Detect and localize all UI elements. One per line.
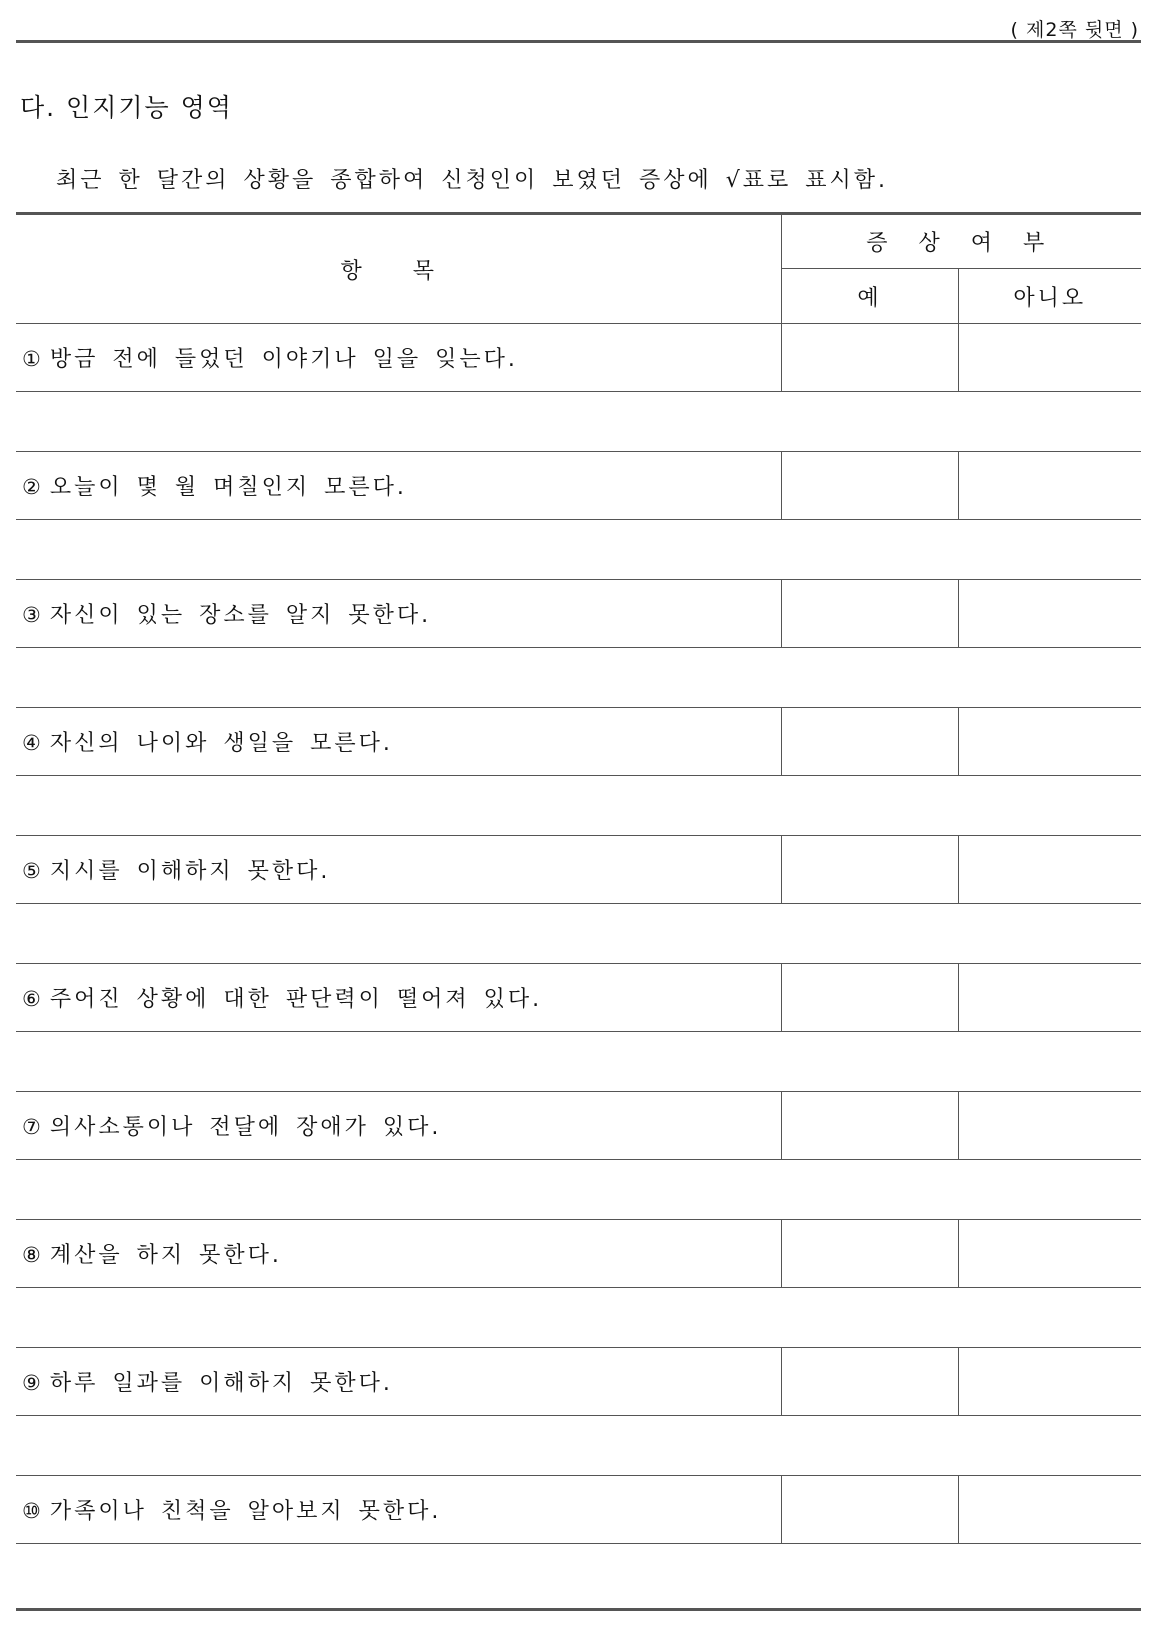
spacer-row bbox=[16, 1032, 1141, 1092]
question-number: ⑩ bbox=[22, 1499, 44, 1523]
question-row bbox=[16, 1092, 1141, 1160]
answer-yes-checkbox[interactable] bbox=[781, 1220, 958, 1288]
answer-no-checkbox[interactable] bbox=[958, 836, 1141, 904]
spacer-cell bbox=[16, 1416, 1141, 1476]
answer-yes-checkbox[interactable] bbox=[781, 964, 958, 1032]
question-cell bbox=[16, 708, 781, 776]
question-text: 가족이나 친척을 알아보지 못한다. bbox=[49, 1499, 442, 1524]
question-number: ② bbox=[22, 475, 44, 499]
header-row-1 bbox=[16, 214, 1141, 269]
answer-no-checkbox[interactable] bbox=[958, 324, 1141, 392]
question-text: 자신이 있는 장소를 알지 못한다. bbox=[49, 603, 432, 628]
question-number: ⑧ bbox=[22, 1243, 44, 1267]
spacer-cell bbox=[16, 392, 1141, 452]
question-cell bbox=[16, 836, 781, 904]
question-number: ③ bbox=[22, 603, 44, 627]
spacer-row bbox=[16, 1416, 1141, 1476]
question-number: ① bbox=[22, 347, 44, 371]
question-row bbox=[16, 964, 1141, 1032]
answer-yes-checkbox[interactable] bbox=[781, 452, 958, 520]
answer-yes-checkbox[interactable] bbox=[781, 708, 958, 776]
question-text: 계산을 하지 못한다. bbox=[49, 1243, 282, 1268]
question-row bbox=[16, 836, 1141, 904]
spacer-row bbox=[16, 648, 1141, 708]
answer-yes-checkbox[interactable] bbox=[781, 836, 958, 904]
question-cell bbox=[16, 1092, 781, 1160]
answer-no-checkbox[interactable] bbox=[958, 580, 1141, 648]
instruction-text: 최근 한 달간의 상황을 종합하여 신청인이 보였던 증상에 √표로 표시함. bbox=[56, 168, 889, 193]
question-cell bbox=[16, 1220, 781, 1288]
answer-no-checkbox[interactable] bbox=[958, 964, 1141, 1032]
spacer-cell bbox=[16, 1160, 1141, 1220]
spacer-cell bbox=[16, 520, 1141, 580]
question-row bbox=[16, 580, 1141, 648]
spacer-row bbox=[16, 520, 1141, 580]
question-text: 의사소통이나 전달에 장애가 있다. bbox=[49, 1115, 442, 1140]
header-symptom-status: 증 상 여 부 bbox=[781, 214, 1141, 269]
spacer-cell bbox=[16, 648, 1141, 708]
spacer-row bbox=[16, 1288, 1141, 1348]
bottom-rule bbox=[16, 1608, 1141, 1611]
spacer-row bbox=[16, 904, 1141, 964]
answer-yes-checkbox[interactable] bbox=[781, 324, 958, 392]
answer-yes-checkbox[interactable] bbox=[781, 580, 958, 648]
question-text: 자신의 나이와 생일을 모른다. bbox=[49, 731, 393, 756]
spacer-cell bbox=[16, 776, 1141, 836]
question-number: ④ bbox=[22, 731, 44, 755]
question-row bbox=[16, 324, 1141, 392]
question-text: 주어진 상황에 대한 판단력이 떨어져 있다. bbox=[49, 987, 543, 1012]
spacer-cell bbox=[16, 904, 1141, 964]
spacer-cell bbox=[16, 1032, 1141, 1092]
spacer-row bbox=[16, 392, 1141, 452]
cognitive-function-table bbox=[16, 212, 1141, 1544]
question-cell bbox=[16, 452, 781, 520]
header-no: 아니오 bbox=[958, 269, 1141, 324]
question-number: ⑦ bbox=[22, 1115, 44, 1139]
question-text: 하루 일과를 이해하지 못한다. bbox=[49, 1371, 393, 1396]
question-cell bbox=[16, 1476, 781, 1544]
question-row bbox=[16, 1476, 1141, 1544]
answer-yes-checkbox[interactable] bbox=[781, 1476, 958, 1544]
page-note: ( 제2쪽 뒷면 ) bbox=[1010, 19, 1139, 41]
question-number: ⑤ bbox=[22, 859, 44, 883]
question-cell bbox=[16, 1348, 781, 1416]
header-yes: 예 bbox=[781, 269, 958, 324]
answer-no-checkbox[interactable] bbox=[958, 1348, 1141, 1416]
question-cell bbox=[16, 580, 781, 648]
answer-no-checkbox[interactable] bbox=[958, 1476, 1141, 1544]
answer-no-checkbox[interactable] bbox=[958, 708, 1141, 776]
answer-yes-checkbox[interactable] bbox=[781, 1092, 958, 1160]
spacer-row bbox=[16, 1160, 1141, 1220]
spacer-cell bbox=[16, 1288, 1141, 1348]
answer-no-checkbox[interactable] bbox=[958, 1092, 1141, 1160]
header-item: 항 목 bbox=[16, 214, 781, 324]
question-text: 방금 전에 들었던 이야기나 일을 잊는다. bbox=[49, 347, 518, 372]
section-title: 다. 인지기능 영역 bbox=[20, 93, 233, 122]
question-number: ⑥ bbox=[22, 987, 44, 1011]
question-cell bbox=[16, 324, 781, 392]
question-text: 지시를 이해하지 못한다. bbox=[49, 859, 331, 884]
answer-no-checkbox[interactable] bbox=[958, 452, 1141, 520]
question-row bbox=[16, 708, 1141, 776]
top-rule bbox=[16, 40, 1141, 43]
question-text: 오늘이 몇 월 며칠인지 모른다. bbox=[49, 475, 407, 500]
answer-no-checkbox[interactable] bbox=[958, 1220, 1141, 1288]
question-number: ⑨ bbox=[22, 1371, 44, 1395]
spacer-row bbox=[16, 776, 1141, 836]
questionnaire-table bbox=[16, 212, 1141, 1544]
question-row bbox=[16, 452, 1141, 520]
question-row bbox=[16, 1220, 1141, 1288]
question-row bbox=[16, 1348, 1141, 1416]
answer-yes-checkbox[interactable] bbox=[781, 1348, 958, 1416]
question-cell bbox=[16, 964, 781, 1032]
